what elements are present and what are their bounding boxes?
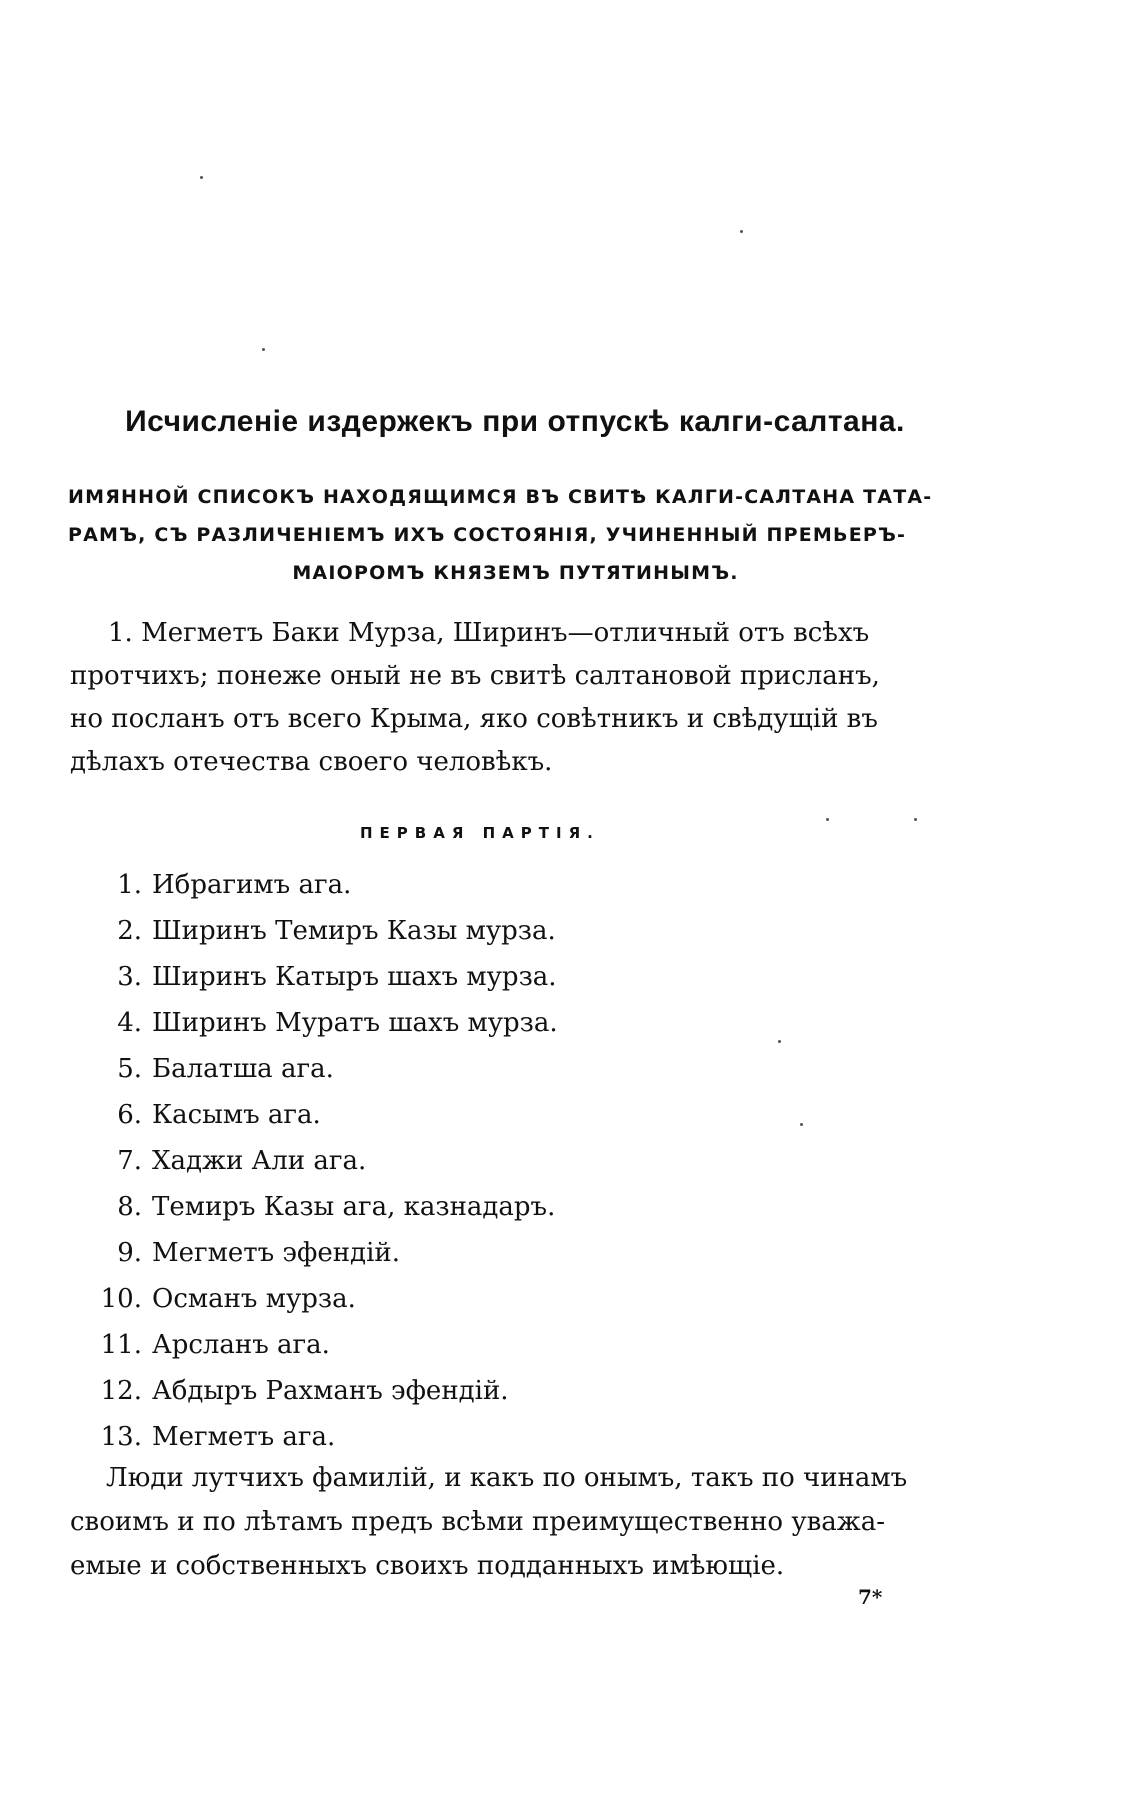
item-number: 8.	[117, 1192, 142, 1222]
list-item	[80, 1276, 780, 1322]
subtitle-line: МАІОРОМЪ КНЯЗЕМЪ ПУТЯТИНЫМЪ.	[292, 562, 739, 584]
item-number: 4.	[117, 1008, 142, 1038]
scan-speck	[200, 176, 203, 179]
item-name: Мегметъ эфендій.	[152, 1238, 400, 1268]
item-name: Касымъ ага.	[152, 1100, 321, 1130]
item-name: Ибрагимъ ага.	[152, 870, 352, 900]
paragraph-line: 1. Мегметъ Баки Мурза, Ширинъ—отличный отъ всѣхъ	[108, 618, 870, 648]
scan-speck	[914, 818, 917, 821]
paragraph-line: но посланъ отъ всего Крыма, яко совѣтникъ и свѣдущій въ	[70, 704, 878, 734]
item-number: 6.	[117, 1100, 142, 1130]
list-item	[80, 1184, 780, 1230]
list-item	[80, 1230, 780, 1276]
item-number: 11.	[100, 1330, 142, 1360]
item-name: Балатша ага.	[152, 1054, 334, 1084]
subtitle-line: РАМЪ, СЪ РАЗЛИЧЕНІЕМЪ ИХЪ СОСТОЯНІЯ, УЧИНЕННЫЙ ПРЕМЬЕРЪ-	[68, 524, 907, 546]
list-item	[80, 908, 780, 954]
list-item	[80, 1322, 780, 1368]
scan-speck	[262, 348, 265, 351]
paragraph-line: Люди лутчихъ фамилій, и какъ по онымъ, такъ по чинамъ	[106, 1463, 908, 1493]
list-item	[80, 862, 780, 908]
intro-paragraph	[70, 612, 965, 784]
paragraph-line: своимъ и по лѣтамъ предъ всѣми преимущественно уважа-	[70, 1507, 885, 1537]
paragraph-line: протчихъ; понеже оный не въ свитѣ салтановой присланъ,	[70, 661, 880, 691]
scan-speck	[740, 230, 743, 233]
item-name: Хаджи Али ага.	[152, 1146, 367, 1176]
scan-speck	[826, 818, 829, 821]
section-heading: ПЕРВАЯ ПАРТІЯ.	[360, 824, 600, 842]
item-name: Арсланъ ага.	[152, 1330, 330, 1360]
item-number: 9.	[117, 1238, 142, 1268]
subtitle-line: ИМЯННОЙ СПИСОКЪ НАХОДЯЩИМСЯ ВЪ СВИТѢ КАЛГИ-САЛТАНА ТАТА-	[68, 486, 933, 508]
scan-speck	[778, 1040, 781, 1043]
item-number: 5.	[117, 1054, 142, 1084]
list-item	[80, 1368, 780, 1414]
item-name: Ширинъ Темиръ Казы мурза.	[152, 916, 556, 946]
page-number: 7*	[858, 1585, 883, 1609]
item-number: 1.	[117, 870, 142, 900]
item-number: 12.	[100, 1376, 142, 1406]
list-item	[80, 954, 780, 1000]
paragraph-line: дѣлахъ отечества своего человѣкъ.	[70, 747, 553, 777]
item-name: Мегметъ ага.	[152, 1422, 336, 1452]
list-item	[80, 1092, 780, 1138]
item-number: 3.	[117, 962, 142, 992]
item-number: 13.	[100, 1422, 142, 1452]
list-item	[80, 1138, 780, 1184]
item-number: 7.	[117, 1146, 142, 1176]
paragraph-line: емые и собственныхъ своихъ подданныхъ имѣющіе.	[70, 1551, 785, 1581]
item-number: 2.	[117, 916, 142, 946]
list-item	[80, 1414, 780, 1460]
list-subtitle	[68, 478, 963, 592]
closing-paragraph	[70, 1456, 965, 1588]
item-name: Ширинъ Катыръ шахъ мурза.	[152, 962, 557, 992]
party-list	[80, 862, 780, 1460]
page-title: Исчисленіе издержекъ при отпускѣ калги-салтана.	[125, 405, 905, 438]
scan-speck	[800, 1123, 803, 1126]
item-name: Темиръ Казы ага, казнадаръ.	[152, 1192, 556, 1222]
item-name: Османъ мурза.	[152, 1284, 356, 1314]
item-name: Абдыръ Рахманъ эфендій.	[152, 1376, 509, 1406]
item-name: Ширинъ Муратъ шахъ мурза.	[152, 1008, 558, 1038]
list-item	[80, 1000, 780, 1046]
item-number: 10.	[100, 1284, 142, 1314]
list-item	[80, 1046, 780, 1092]
